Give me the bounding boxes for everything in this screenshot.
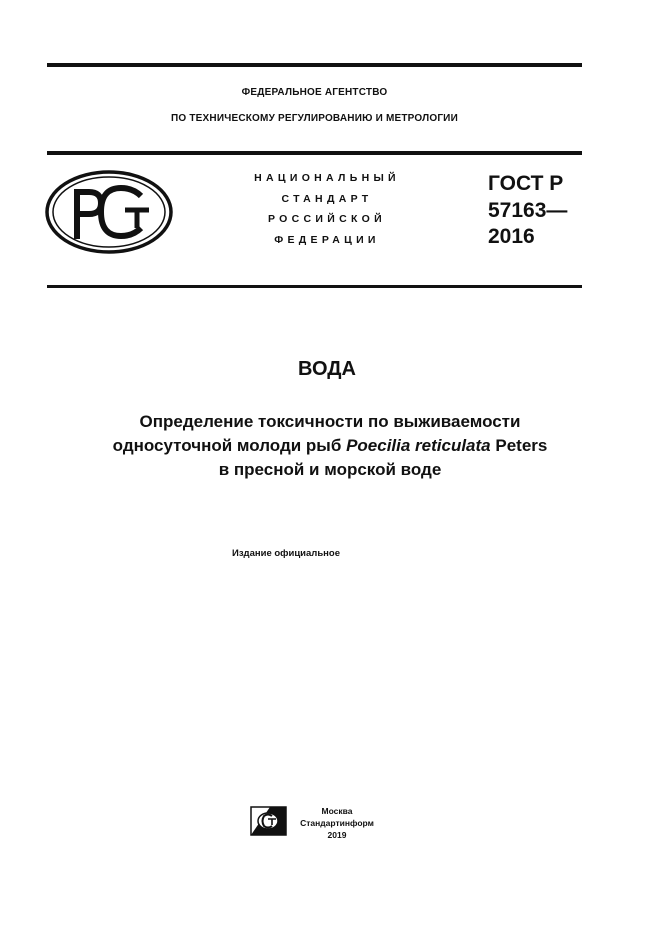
designation-line-2: 57163— xyxy=(488,199,568,222)
agency-line-2: ПО ТЕХНИЧЕСКОМУ РЕГУЛИРОВАНИЮ И МЕТРОЛОГИИ xyxy=(171,113,458,124)
publication-year: 2019 xyxy=(327,830,347,840)
publisher-city: Москва xyxy=(321,806,353,816)
subtitle-line-2-suffix: Peters xyxy=(490,436,548,455)
subtitle-line-3: в пресной и морской воде xyxy=(218,460,442,479)
edition-label: Издание официальное xyxy=(232,548,340,559)
designation-line-1: ГОСТ Р xyxy=(488,172,564,195)
designation-line-3: 2016 xyxy=(488,225,535,248)
subtitle-line-2-prefix: односуточной молоди рыб xyxy=(112,436,347,455)
publisher-name: Стандартинформ xyxy=(300,818,374,828)
national-standard-line-1: НАЦИОНАЛЬНЫЙ xyxy=(254,172,400,184)
rst-certification-mark-icon xyxy=(45,170,173,254)
national-standard-line-4: ФЕДЕРАЦИИ xyxy=(274,234,380,246)
national-standard-line-3: РОССИЙСКОЙ xyxy=(268,213,386,225)
header-rule xyxy=(47,151,582,155)
standartinform-logo-icon xyxy=(250,806,287,836)
subtitle-line-1: Определение токсичности по выживаемости xyxy=(139,412,521,431)
header-bottom-rule xyxy=(47,285,582,288)
document-subtitle xyxy=(40,410,620,482)
agency-line-1: ФЕДЕРАЛЬНОЕ АГЕНТСТВО xyxy=(241,87,388,98)
top-rule xyxy=(47,63,582,67)
subtitle-line-2 xyxy=(40,434,620,458)
species-name: Poecilia reticulata xyxy=(346,436,491,455)
document-title: ВОДА xyxy=(298,358,356,380)
national-standard-line-2: СТАНДАРТ xyxy=(281,193,373,205)
